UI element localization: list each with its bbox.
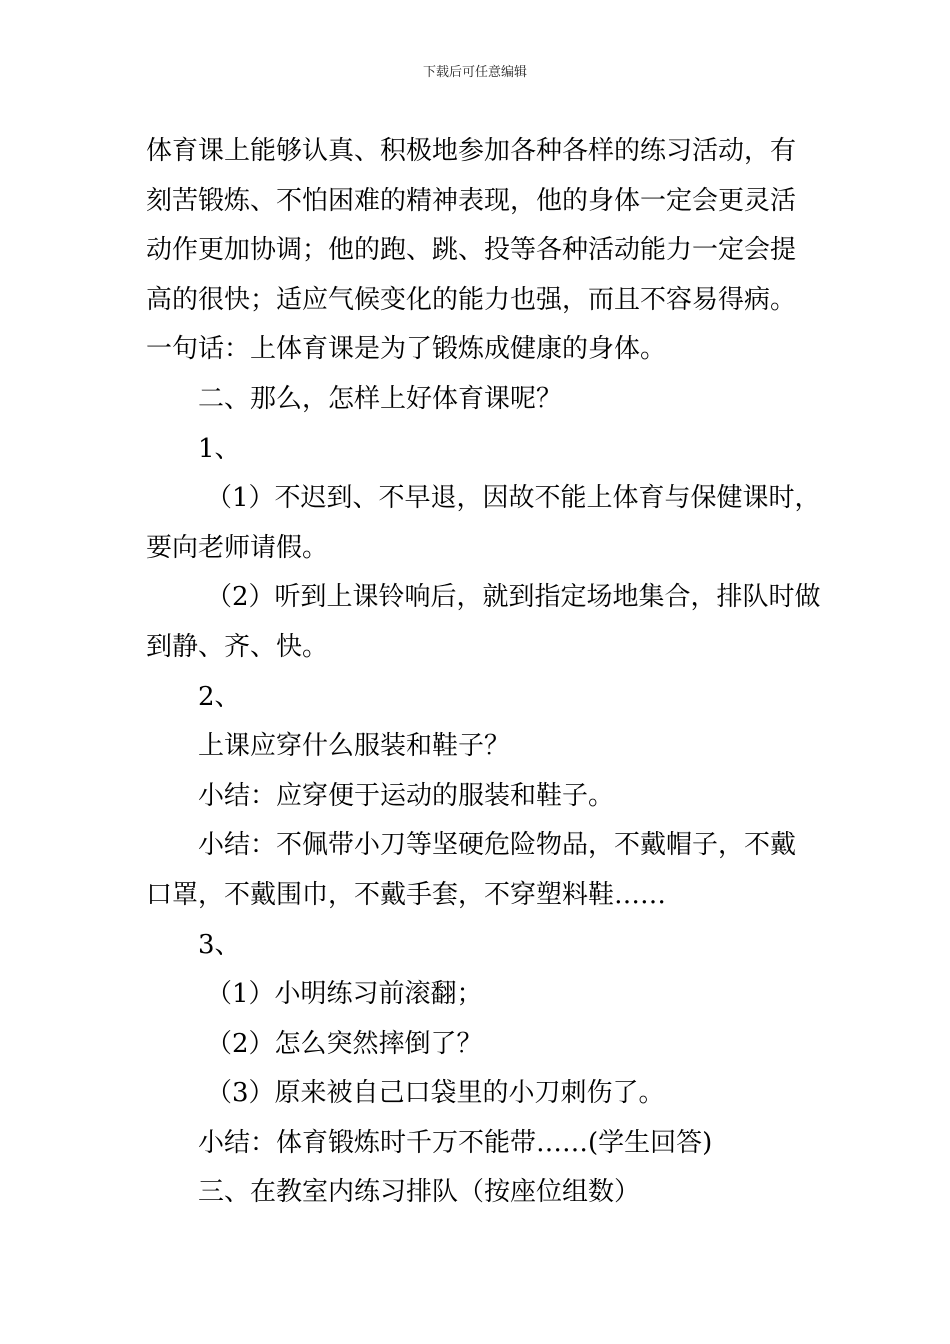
text-line: （2）听到上课铃响后，就到指定场地集合，排队时做: [206, 582, 821, 613]
section-heading: 二、那么，怎样上好体育课呢？: [198, 383, 563, 414]
page-header: 下载后可任意编辑: [422, 65, 527, 80]
text-line: 上课应穿什么服装和鞋子？: [198, 731, 511, 762]
document-body: [146, 127, 821, 1218]
list-number: 2、: [198, 681, 241, 712]
text-line: （1）小明练习前滚翻；: [206, 979, 483, 1010]
list-number: 3、: [198, 929, 241, 960]
text-line: 一句话：上体育课是为了锻炼成健康的身体。: [146, 334, 667, 365]
text-line: （1）不迟到、不早退，因故不能上体育与保健课时，: [206, 483, 821, 514]
text-line: 高的很快；适应气候变化的能力也强，而且不容易得病。: [146, 284, 797, 315]
text-line: 要向老师请假。: [146, 532, 329, 563]
text-line: 小结：体育锻炼时千万不能带……(学生回答): [198, 1127, 713, 1158]
text-line: 口罩，不戴围巾，不戴手套，不穿塑料鞋……: [146, 879, 667, 910]
text-line: 到静、齐、快。: [146, 631, 329, 662]
text-line: 动作更加协调；他的跑、跳、投等各种活动能力一定会提: [146, 235, 797, 266]
text-line: 小结：应穿便于运动的服装和鞋子。: [198, 780, 615, 811]
text-line: （2）怎么突然摔倒了？: [206, 1028, 483, 1059]
text-line: 刻苦锻炼、不怕困难的精神表现，他的身体一定会更灵活: [146, 185, 797, 216]
text-line: （3）原来被自己口袋里的小刀刺伤了。: [206, 1078, 665, 1109]
text-line: 小结：不佩带小刀等坚硬危险物品，不戴帽子，不戴: [198, 830, 797, 861]
text-line: 体育课上能够认真、积极地参加各种各样的练习活动，有: [146, 136, 797, 166]
section-heading: 三、在教室内练习排队（按座位组数）: [198, 1177, 641, 1208]
list-number: 1、: [198, 433, 241, 464]
